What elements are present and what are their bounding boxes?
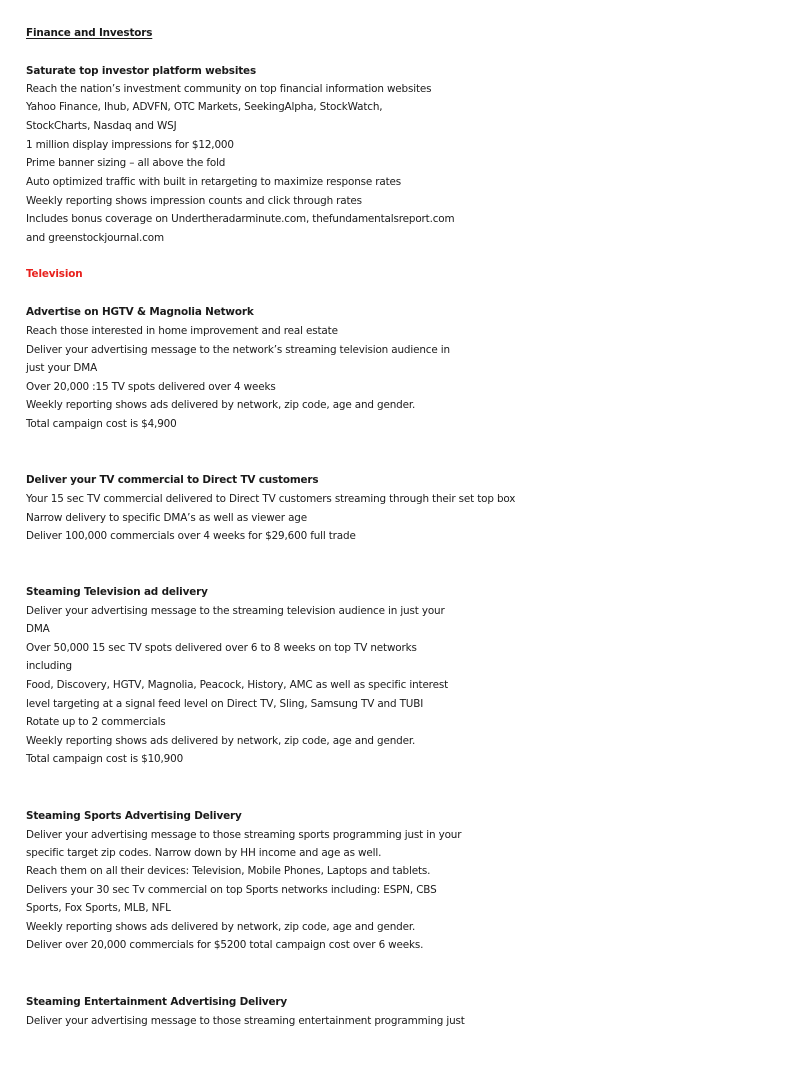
investor-sites-line: StockCharts, Nasdaq and WSJ: [26, 120, 177, 132]
streaming-sports-line: Reach them on all their devices: Television, Mobile Phones, Laptops and tablets.: [26, 865, 431, 877]
finance-section-title: Finance and Investors: [26, 27, 153, 39]
streaming-sports-line: Delivers your 30 sec Tv commercial on top Sports networks including: ESPN, CBS: [26, 884, 437, 896]
streaming-sports-line: Sports, Fox Sports, MLB, NFL: [26, 902, 171, 914]
hgtv-line: Over 20,000 :15 TV spots delivered over 4 weeks: [26, 381, 276, 393]
streaming-sports-title: Steaming Sports Advertising Delivery: [26, 810, 242, 822]
hgtv-line: Deliver your advertising message to the network’s streaming television audience in: [26, 344, 450, 356]
hgtv-line: Weekly reporting shows ads delivered by network, zip code, age and gender.: [26, 399, 416, 411]
television-section-title: Television: [26, 268, 83, 280]
streaming-tv-line: Rotate up to 2 commercials: [26, 716, 166, 728]
streaming-tv-line: DMA: [26, 623, 50, 635]
streaming-sports-line: Deliver your advertising message to those streaming sports programming just in your: [26, 829, 462, 841]
hgtv-line: Total campaign cost is $4,900: [26, 418, 177, 430]
direct-tv-line: Narrow delivery to specific DMA’s as well as viewer age: [26, 512, 307, 524]
hgtv-line: Reach those interested in home improvement and real estate: [26, 325, 338, 337]
investor-sites-line: Weekly reporting shows impression counts and click through rates: [26, 195, 362, 207]
direct-tv-line: Your 15 sec TV commercial delivered to Direct TV customers streaming through their set top box: [26, 493, 516, 505]
investor-sites-line: and greenstockjournal.com: [26, 232, 164, 244]
investor-sites-line: 1 million display impressions for $12,000: [26, 139, 234, 151]
investor-sites-line: Prime banner sizing – all above the fold: [26, 157, 226, 169]
streaming-tv-line: Food, Discovery, HGTV, Magnolia, Peacock, History, AMC as well as specific interest: [26, 679, 449, 691]
direct-tv-line: Deliver 100,000 commercials over 4 weeks for $29,600 full trade: [26, 530, 356, 542]
streaming-tv-line: Total campaign cost is $10,900: [26, 753, 184, 765]
investor-sites-line: Reach the nation’s investment community on top financial information websites: [26, 83, 432, 95]
investor-sites-title: Saturate top investor platform websites: [26, 65, 256, 77]
streaming-tv-line: Over 50,000 15 sec TV spots delivered over 6 to 8 weeks on top TV networks: [26, 642, 417, 654]
investor-sites-line: Includes bonus coverage on Undertheradarminute.com, thefundamentalsreport.com: [26, 213, 455, 225]
streaming-tv-title: Steaming Television ad delivery: [26, 586, 208, 598]
streaming-sports-line: specific target zip codes. Narrow down by HH income and age as well.: [26, 847, 382, 859]
streaming-tv-line: Weekly reporting shows ads delivered by network, zip code, age and gender.: [26, 735, 416, 747]
streaming-tv-line: including: [26, 660, 72, 672]
hgtv-title: Advertise on HGTV & Magnolia Network: [26, 306, 254, 318]
direct-tv-title: Deliver your TV commercial to Direct TV customers: [26, 474, 319, 486]
streaming-sports-line: Weekly reporting shows ads delivered by network, zip code, age and gender.: [26, 921, 416, 933]
streaming-sports-line: Deliver over 20,000 commercials for $5200 total campaign cost over 6 weeks.: [26, 939, 424, 951]
investor-sites-line: Auto optimized traffic with built in retargeting to maximize response rates: [26, 176, 402, 188]
streaming-tv-line: level targeting at a signal feed level on Direct TV, Sling, Samsung TV and TUBI: [26, 698, 424, 710]
streaming-tv-line: Deliver your advertising message to the streaming television audience in just your: [26, 605, 445, 617]
hgtv-line: just your DMA: [26, 362, 98, 374]
streaming-entertainment-line: Deliver your advertising message to those streaming entertainment programming just: [26, 1015, 465, 1027]
streaming-entertainment-title: Steaming Entertainment Advertising Delivery: [26, 996, 287, 1008]
investor-sites-line: Yahoo Finance, Ihub, ADVFN, OTC Markets, SeekingAlpha, StockWatch,: [26, 101, 383, 113]
